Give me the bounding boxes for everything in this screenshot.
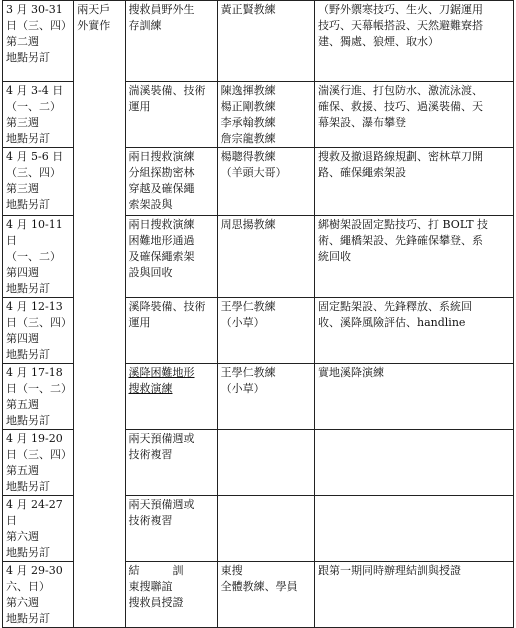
topic-cell <box>125 496 217 562</box>
date-cell <box>3 216 74 298</box>
instructor-line: 全體教練、學員 <box>220 580 298 593</box>
topic-line: 及確保繩索架 <box>128 250 195 263</box>
date-cell <box>3 430 74 496</box>
content-cell <box>315 496 514 562</box>
instructor-line: 東搜 <box>220 564 243 577</box>
topic-line: 兩日搜救演練 <box>128 150 195 163</box>
date-line: 地點另訂 <box>6 51 50 64</box>
date-cell <box>3 562 74 628</box>
category-line: 兩天戶 <box>77 3 111 16</box>
date-line: 第三週 <box>6 116 39 129</box>
content-line: （野外禦寒技巧、生火、刀鋸運用 <box>318 3 484 16</box>
content-line: 統回收 <box>318 250 352 263</box>
instructor-cell <box>217 216 314 298</box>
date-cell <box>3 496 74 562</box>
instructor-cell <box>217 1 314 82</box>
content-cell <box>315 216 514 298</box>
topic-line: 存訓練 <box>128 19 162 32</box>
content-line: 幕架設、瀑布攀登 <box>318 116 407 129</box>
content-cell <box>315 364 514 430</box>
topic-line: 湍溪裝備、技術 <box>128 84 206 97</box>
topic-line: 設與回收 <box>128 266 173 279</box>
date-line: 4 月 12-13 <box>6 300 63 313</box>
date-line: 日（三、四） <box>6 19 72 32</box>
date-line: 地點另訂 <box>6 414 50 427</box>
topic-line: 技術複習 <box>128 514 173 527</box>
content-line: 搜救及撤退路線規劃、密林草刀開 <box>318 150 484 163</box>
content-line: 固定點架設、先鋒釋放、系統回 <box>318 300 473 313</box>
instructor-line: 詹宗龍教練 <box>220 132 276 145</box>
date-line: （一、二） <box>6 100 61 113</box>
content-line: 技巧、天幕帳搭設、天然避難寮搭 <box>318 19 484 32</box>
topic-cell <box>125 82 217 148</box>
date-line: 日 <box>6 514 17 527</box>
instructor-cell <box>217 562 314 628</box>
date-line: 日（一、二） <box>6 382 72 395</box>
date-line: 日 <box>6 234 17 247</box>
date-line: 日（三、四） <box>6 316 72 329</box>
date-cell <box>3 364 74 430</box>
date-line: 4 月 24-27 <box>6 498 63 511</box>
instructor-cell <box>217 496 314 562</box>
topic-cell <box>125 216 217 298</box>
topic-cell <box>125 562 217 628</box>
training-schedule-table <box>2 0 514 628</box>
topic-line: 結 訓 <box>128 564 184 577</box>
topic-line: 東搜聯誼 <box>128 580 173 593</box>
topic-cell <box>125 364 217 430</box>
topic-cell <box>125 298 217 364</box>
date-line: 3 月 30-31 <box>6 3 63 16</box>
instructor-line: 王學仁教練 <box>220 300 276 313</box>
date-line: 地點另訂 <box>6 480 50 493</box>
topic-line: 運用 <box>128 316 151 329</box>
date-line: 地點另訂 <box>6 546 50 559</box>
topic-line: 搜救員授證 <box>128 596 184 609</box>
instructor-line: （小草） <box>220 316 265 329</box>
date-line: 4 月 17-18 <box>6 366 63 379</box>
topic-cell <box>125 1 217 82</box>
table-row <box>3 1 514 82</box>
date-line: 日（三、四） <box>6 448 72 461</box>
instructor-cell <box>217 148 314 216</box>
instructor-line: 楊聰得教練 <box>220 150 276 163</box>
date-cell <box>3 1 74 82</box>
instructor-line: 楊正剛教練 <box>220 100 276 113</box>
topic-line: 溪降裝備、技術 <box>128 300 206 313</box>
category-line: 外實作 <box>77 19 111 32</box>
content-line: 綁樹架設固定點技巧、打 BOLT 技 <box>318 218 489 231</box>
date-line: 第四週 <box>6 332 39 345</box>
date-line: 4 月 10-11 <box>6 218 63 231</box>
instructor-line: （小草） <box>220 382 265 395</box>
content-cell <box>315 430 514 496</box>
date-line: 4 月 29-30 <box>6 564 63 577</box>
topic-line: 索架設與 <box>128 198 173 211</box>
date-line: 第三週 <box>6 182 39 195</box>
date-cell <box>3 148 74 216</box>
date-line: 地點另訂 <box>6 612 50 625</box>
content-line: 建、獨處、狼煙、取水） <box>318 35 440 48</box>
topic-cell <box>125 430 217 496</box>
content-cell <box>315 82 514 148</box>
date-cell <box>3 82 74 148</box>
content-cell <box>315 562 514 628</box>
date-line: 第五週 <box>6 398 39 411</box>
instructor-line: （羊頭大哥） <box>220 166 287 179</box>
topic-line: 穿越及確保繩 <box>128 182 195 195</box>
topic-line: 兩日搜救演練 <box>128 218 195 231</box>
instructor-line: 黃正賢教練 <box>220 3 276 16</box>
content-line: 確保、救援、技巧、過溪裝備、天 <box>318 100 484 113</box>
instructor-cell <box>217 430 314 496</box>
date-line: 4 月 3-4 日 <box>6 84 64 97</box>
date-cell <box>3 298 74 364</box>
topic-line: 分組探勘密林 <box>128 166 195 179</box>
content-cell <box>315 1 514 82</box>
content-line: 實地溪降演練 <box>318 366 385 379</box>
date-line: （三、四） <box>6 166 61 179</box>
content-line: 收、溪降風險評估、handline <box>318 316 466 329</box>
topic-line: 困難地形通過 <box>128 234 195 247</box>
date-line: 第六週 <box>6 530 39 543</box>
content-line: 湍溪行進、打包防水、激流泳渡、 <box>318 84 484 97</box>
instructor-line: 王學仁教練 <box>220 366 276 379</box>
topic-line: 兩天預備週或 <box>128 432 195 445</box>
instructor-line: 陳逸揮教練 <box>220 84 276 97</box>
date-line: 地點另訂 <box>6 198 50 211</box>
topic-cell <box>125 148 217 216</box>
category-cell <box>74 1 125 628</box>
topic-line: 溪降困難地形 <box>128 366 195 379</box>
instructor-line: 李承翰教練 <box>220 116 276 129</box>
instructor-cell <box>217 82 314 148</box>
date-line: 4 月 5-6 日 <box>6 150 64 163</box>
content-cell <box>315 298 514 364</box>
instructor-line: 周思揚教練 <box>220 218 276 231</box>
date-line: 第五週 <box>6 464 39 477</box>
instructor-cell <box>217 364 314 430</box>
date-line: （一、二） <box>6 250 61 263</box>
topic-line: 運用 <box>128 100 151 113</box>
date-line: 地點另訂 <box>6 132 50 145</box>
date-line: 4 月 19-20 <box>6 432 63 445</box>
date-line: 第四週 <box>6 266 39 279</box>
topic-line: 技術複習 <box>128 448 173 461</box>
content-line: 術、繩橋架設、先鋒確保攀登、系 <box>318 234 484 247</box>
date-line: 六、日） <box>6 580 50 593</box>
date-line: 第六週 <box>6 596 39 609</box>
topic-line: 兩天預備週或 <box>128 498 195 511</box>
content-cell <box>315 148 514 216</box>
topic-line: 搜救員野外生 <box>128 3 195 16</box>
content-line: 跟第一期同時辦理結訓與授證 <box>318 564 462 577</box>
date-line: 地點另訂 <box>6 282 50 295</box>
date-line: 地點另訂 <box>6 348 50 361</box>
date-line: 第二週 <box>6 35 39 48</box>
instructor-cell <box>217 298 314 364</box>
topic-line: 搜救演練 <box>128 382 173 395</box>
content-line: 路、確保繩索架設 <box>318 166 407 179</box>
